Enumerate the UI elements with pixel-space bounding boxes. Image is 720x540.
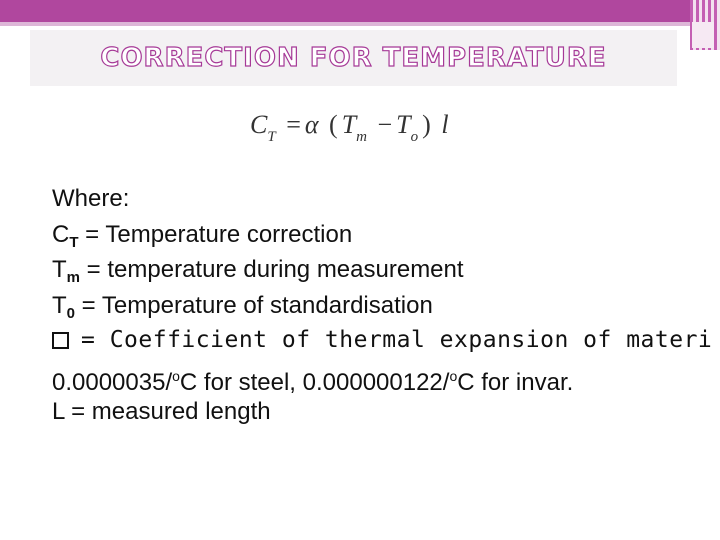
t0-text: = Temperature of standardisation [75, 291, 433, 319]
coef-invar-value: C for steel, 0.000000122/ [179, 368, 450, 396]
degree-sup-steel: o [172, 367, 180, 384]
tm-symbol: T [52, 256, 67, 283]
ct-text: = Temperature correction [78, 220, 353, 248]
slide-title: CORRECTION FOR TEMPERATURE [100, 43, 607, 73]
where-line: Where: [52, 185, 130, 212]
tm-text: = temperature during measurement [80, 256, 464, 283]
alpha-text: = Coefficient of thermal expansion of materi [81, 327, 713, 353]
coef-invar-unit: C for invar. [457, 368, 574, 396]
formula-c-sub: T [267, 129, 276, 145]
definitions-block [52, 181, 720, 430]
formula-open-paren: ( [329, 110, 338, 139]
formula-minus: − [377, 110, 393, 139]
formula-tm-sub: m [356, 129, 367, 145]
ct-definition [52, 217, 720, 253]
degree-sup-invar: o [449, 367, 458, 384]
ct-subscript: T [69, 233, 79, 251]
formula-equals: = [286, 110, 301, 139]
formula-close-paren: ) [422, 110, 431, 139]
formula-alpha: α [304, 110, 319, 139]
title-box [30, 30, 677, 86]
top-banner [0, 0, 720, 22]
alpha-definition [52, 323, 720, 359]
tm-subscript: m [66, 269, 81, 286]
t0-subscript: 0 [66, 304, 76, 322]
formula-tm: T [341, 110, 357, 139]
l-definition: L = measured length [52, 398, 271, 425]
tm-definition [52, 252, 720, 288]
corner-decoration [690, 0, 720, 50]
banner-stripe [0, 22, 720, 26]
formula-to-sub: o [410, 129, 419, 145]
ct-symbol: C [52, 220, 70, 248]
missing-glyph-icon [52, 332, 69, 349]
t0-symbol: T [52, 291, 67, 319]
formula-c: C [250, 110, 268, 139]
coefficient-values [52, 359, 720, 395]
t0-definition [52, 288, 720, 324]
formula-to: T [396, 110, 411, 139]
corner-decoration-inner [692, 22, 714, 48]
coef-steel-value: 0.0000035/ [52, 368, 173, 396]
temperature-correction-formula [250, 110, 449, 150]
formula-l: l [441, 110, 449, 139]
